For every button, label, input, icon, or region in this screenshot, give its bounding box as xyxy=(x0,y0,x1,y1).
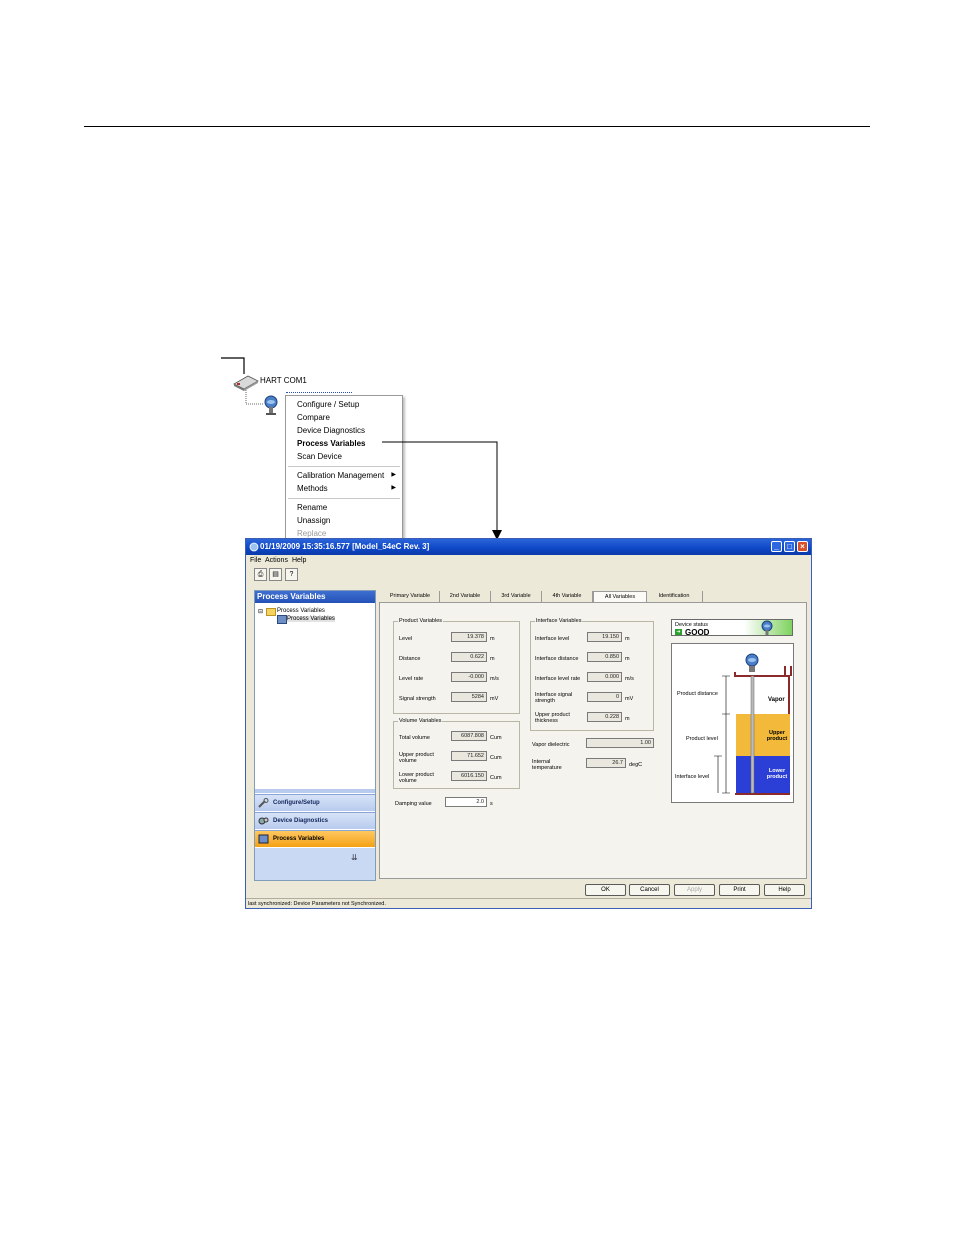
product-variables-title: Product Variables xyxy=(399,618,443,624)
interface-distance-value: 0.850 xyxy=(587,652,622,662)
interface-level-rate-value: 0.000 xyxy=(587,672,622,682)
total-volume-value: 6087.808 xyxy=(451,731,487,741)
upper-product-thickness-value: 0.228 xyxy=(587,712,622,722)
signal-strength-label: Signal strength xyxy=(399,696,436,702)
menu-file[interactable]: File xyxy=(250,557,262,564)
nav-process-variables[interactable] xyxy=(255,830,375,847)
title-bar[interactable] xyxy=(246,539,811,555)
level-rate-label: Level rate xyxy=(399,676,424,682)
tank-product-distance-label: Product distance xyxy=(677,691,718,697)
nav-options-icon[interactable]: ⇊ xyxy=(351,853,358,862)
cancel-button[interactable]: Cancel xyxy=(629,884,670,896)
upper-product-volume-unit: Cum xyxy=(490,755,502,761)
process-variables-icon xyxy=(258,834,269,844)
device-status-label: Device status xyxy=(675,622,709,628)
tab-primary-variable[interactable]: Primary Variable xyxy=(381,591,440,602)
damping-unit: s xyxy=(490,801,493,807)
upper-product-thickness-label: Upper product thickness xyxy=(535,712,570,724)
device-status-value: GOOD xyxy=(685,628,710,637)
wrench-icon xyxy=(258,798,269,808)
tank-lower-product-label: Lower product xyxy=(766,768,788,780)
damping-input[interactable]: 2.0 xyxy=(445,797,487,807)
interface-signal-strength-label: Interface signal strength xyxy=(535,692,573,704)
menu-actions[interactable]: Actions xyxy=(265,557,288,564)
close-icon[interactable]: × xyxy=(797,541,808,552)
print-icon[interactable]: ⎙ xyxy=(254,568,267,581)
internal-temperature-label: Internal temperature xyxy=(532,759,562,771)
print-button[interactable]: Print xyxy=(719,884,760,896)
preview-icon[interactable]: ▤ xyxy=(269,568,282,581)
upper-product-volume-value: 71.652 xyxy=(451,751,487,761)
menu-item-configure-setup[interactable]: Configure / Setup xyxy=(297,400,360,409)
window-title: 01/19/2009 15:35:16.577 [Model_54eC Rev. 3] xyxy=(260,542,430,551)
nav-configure-setup[interactable] xyxy=(255,794,375,811)
status-ok-icon: ➜ xyxy=(676,629,681,635)
hart-modem-icon[interactable] xyxy=(232,372,260,392)
internal-temperature-unit: degC xyxy=(629,762,643,768)
interface-level-rate-unit: m/s xyxy=(625,676,634,682)
nav-configure-setup-label: Configure/Setup xyxy=(273,800,320,806)
folder-icon xyxy=(266,608,276,616)
tab-4th-variable[interactable]: 4th Variable xyxy=(542,591,593,602)
callout-arrow xyxy=(380,436,510,544)
process-variables-window xyxy=(245,538,812,909)
distance-value: 0.622 xyxy=(451,652,487,662)
interface-level-label: Interface level xyxy=(535,636,570,642)
menu-item-process-variables[interactable]: Process Variables xyxy=(297,439,366,448)
interface-signal-strength-value: 0 xyxy=(587,692,622,702)
minimize-icon[interactable]: _ xyxy=(771,541,782,552)
interface-signal-strength-unit: mV xyxy=(625,696,634,702)
level-rate-unit: m/s xyxy=(490,676,499,682)
tree-item-process-variables-root[interactable]: Process Variables xyxy=(277,608,325,614)
menu-item-device-diagnostics[interactable]: Device Diagnostics xyxy=(297,426,366,435)
diagnostics-icon xyxy=(258,816,269,826)
tab-identification[interactable]: Identification xyxy=(646,591,703,602)
tree-root-label[interactable]: HART COM1 xyxy=(260,376,307,385)
tab-3rd-variable[interactable]: 3rd Variable xyxy=(491,591,542,602)
menu-item-rename[interactable]: Rename xyxy=(297,503,328,512)
tab-page-all-variables xyxy=(379,602,807,879)
level-unit: m xyxy=(490,636,495,642)
tank-upper-product-label: Upper product xyxy=(766,730,788,742)
total-volume-label: Total volume xyxy=(399,735,430,741)
vapor-dielectric-value: 1.00 xyxy=(586,738,654,748)
upper-product-thickness-unit: m xyxy=(625,716,630,722)
lower-product-volume-label: Lower product volume xyxy=(399,772,434,784)
menu-item-compare[interactable]: Compare xyxy=(297,413,330,422)
menu-item-calibration-management[interactable]: Calibration Management xyxy=(297,471,385,480)
lower-product-volume-value: 6016.150 xyxy=(451,771,487,781)
nav-device-diagnostics[interactable] xyxy=(255,812,375,829)
interface-distance-label: Interface distance xyxy=(535,656,579,662)
distance-unit: m xyxy=(490,656,495,662)
internal-temperature-value: 26.7 xyxy=(586,758,626,768)
menu-help[interactable]: Help xyxy=(292,557,307,564)
menu-item-scan-device[interactable]: Scan Device xyxy=(297,452,342,461)
tree-item-process-variables[interactable]: Process Variables xyxy=(287,616,335,622)
submenu-arrow-icon: ▶ xyxy=(391,485,396,491)
interface-variables-title: Interface Variables xyxy=(536,618,582,624)
tank-product-level-label: Product level xyxy=(686,736,718,742)
tab-all-variables[interactable]: All Variables xyxy=(593,591,647,604)
tank-interface-level-label: Interface level xyxy=(675,774,710,780)
nav-device-diagnostics-label: Device Diagnostics xyxy=(273,818,329,824)
signal-strength-value: 5284 xyxy=(451,692,487,702)
submenu-arrow-icon: ▶ xyxy=(391,472,396,478)
vapor-dielectric-label: Vapor dielectric xyxy=(532,742,570,748)
nav-process-variables-label: Process Variables xyxy=(273,836,325,842)
left-panel xyxy=(254,590,376,881)
status-bar xyxy=(246,898,811,909)
splitter[interactable] xyxy=(255,789,375,793)
level-label: Level xyxy=(399,636,413,642)
tank-diagram xyxy=(671,643,794,803)
menu-item-methods[interactable]: Methods xyxy=(297,484,328,493)
apply-button: Apply xyxy=(674,884,715,896)
status-text: last synchronized: Device Parameters not Synchronized. xyxy=(248,901,386,907)
level-rate-value: -0.000 xyxy=(451,672,487,682)
nav-footer xyxy=(255,848,375,880)
menu-bar xyxy=(246,555,811,567)
signal-strength-unit: mV xyxy=(490,696,499,702)
left-panel-header: Process Variables xyxy=(255,591,375,603)
interface-level-unit: m xyxy=(625,636,630,642)
tab-2nd-variable[interactable]: 2nd Variable xyxy=(440,591,491,602)
volume-variables-title: Volume Variables xyxy=(399,718,442,724)
level-value: 19.378 xyxy=(451,632,487,642)
tree-expander-icon[interactable]: ⊟ xyxy=(258,609,264,615)
menu-item-replace: Replace xyxy=(297,529,327,538)
total-volume-unit: Cum xyxy=(490,735,502,741)
device-status-box xyxy=(671,619,793,636)
device-icon[interactable] xyxy=(260,394,282,416)
tank-vapor-label: Vapor xyxy=(768,697,785,703)
distance-label: Distance xyxy=(399,656,421,662)
interface-level-rate-label: Interface level rate xyxy=(535,676,581,682)
menu-item-unassign[interactable]: Unassign xyxy=(297,516,331,525)
interface-distance-unit: m xyxy=(625,656,630,662)
page-top-rule xyxy=(84,126,870,127)
page-icon xyxy=(277,615,287,624)
maximize-icon[interactable]: □ xyxy=(784,541,795,552)
damping-label: Damping value xyxy=(395,801,432,807)
ok-button[interactable]: OK xyxy=(585,884,626,896)
lower-product-volume-unit: Cum xyxy=(490,775,502,781)
device-status-icon xyxy=(758,620,776,636)
help-button[interactable]: Help xyxy=(764,884,805,896)
toolbar xyxy=(248,567,808,583)
app-icon xyxy=(249,542,259,552)
upper-product-volume-label: Upper product volume xyxy=(399,752,434,764)
help-pointer-icon[interactable]: ? xyxy=(285,568,298,581)
interface-level-value: 19.150 xyxy=(587,632,622,642)
